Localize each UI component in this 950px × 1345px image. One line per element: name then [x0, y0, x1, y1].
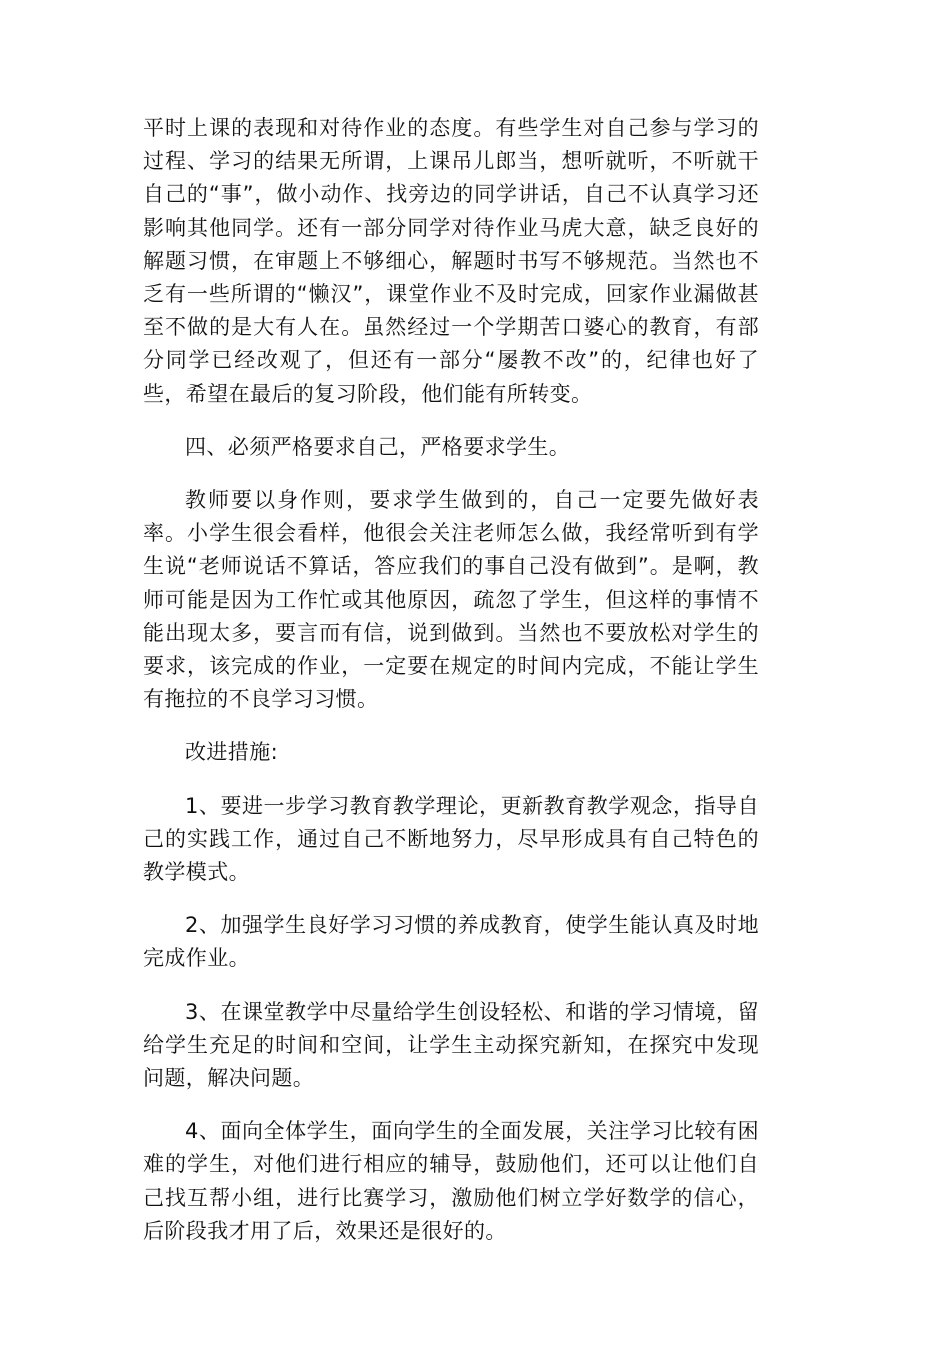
measure-item-2: 2、加强学生良好学习习惯的养成教育，使学生能认真及时地完成作业。	[143, 913, 759, 971]
measure-item-3: 3、在课堂教学中尽量给学生创设轻松、和谐的学习情境，留给学生充足的时间和空间，让学生主动探究新知，在探究中发现问题，解决问题。	[143, 999, 759, 1091]
improvement-measures-heading: 改进措施:	[185, 740, 279, 765]
measure-item-1: 1、要进一步学习教育教学理论，更新教育教学观念，指导自己的实践工作，通过自己不断地努力，尽早形成具有自己特色的教学模式。	[143, 793, 759, 885]
measure-item-4: 4、面向全体学生，面向学生的全面发展，关注学习比较有困难的学生，对他们进行相应的辅导，鼓励他们，还可以让他们自己找互帮小组，进行比赛学习，激励他们树立学好数学的信心，后阶段我才用了后，效果还是很好的。	[143, 1119, 759, 1243]
document-body	[143, 112, 759, 1268]
paragraph-continuation: 平时上课的表现和对待作业的态度。有些学生对自己参与学习的过程、学习的结果无所谓，上课吊儿郎当，想听就听，不听就干自己的“事”，做小动作、找旁边的同学讲话，自己不认真学习还影响其他同学。还有一部分同学对待作业马虎大意，缺乏良好的解题习惯，在审题上不够细心，解题时书写不够规范。当然也不乏有一些所谓的“懒汉”，课堂作业不及时完成，回家作业漏做甚至不做的是大有人在。虽然经过一个学期苦口婆心的教育，有部分同学已经改观了，但还有一部分“屡教不改”的，纪律也好了些，希望在最后的复习阶段，他们能有所转变。	[143, 116, 759, 406]
paragraph-teacher-example: 教师要以身作则，要求学生做到的，自己一定要先做好表率。小学生很会看样，他很会关注老师怎么做，我经常听到有学生说“老师说话不算话，答应我们的事自己没有做到”。是啊，教师可能是因为工作忙或其他原因，疏忽了学生，但这样的事情不能出现太多，要言而有信，说到做到。当然也不要放松对学生的要求，该完成的作业，一定要在规定的时间内完成，不能让学生有拖拉的不良学习习惯。	[143, 488, 759, 712]
section-heading-four: 四、必须严格要求自己，严格要求学生。	[185, 434, 571, 459]
